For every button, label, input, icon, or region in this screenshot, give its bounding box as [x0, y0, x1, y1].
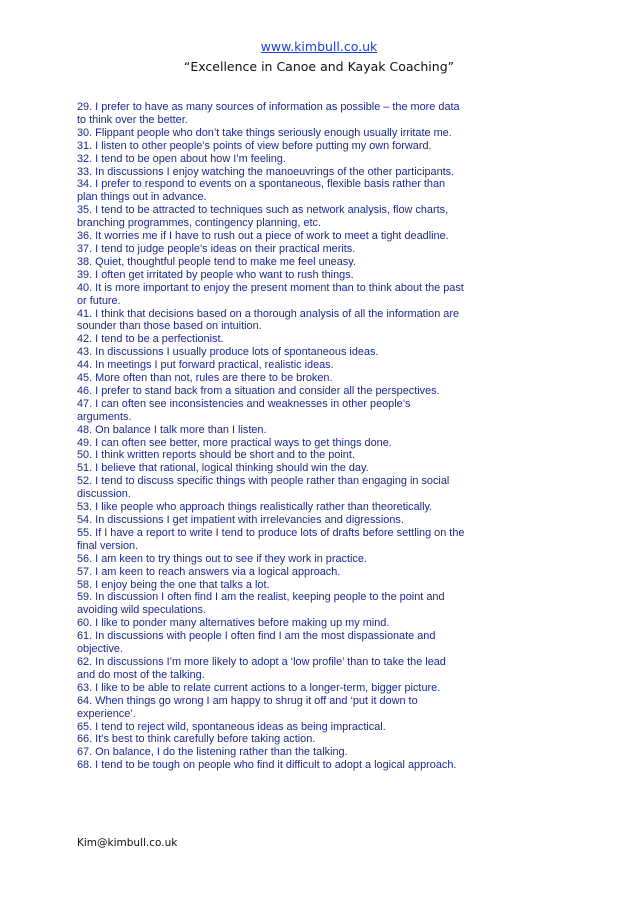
question-item-59: 59. In discussion I often find I am the realist, keeping people to the point and avoiding wild speculations. [77, 591, 445, 617]
question-item-54: 54. In discussions I get impatient with irrelevancies and digressions. [77, 514, 404, 526]
question-item-44: 44. In meetings I put forward practical, realistic ideas. [77, 359, 334, 372]
question-item-48: 48. On balance I talk more than I listen. [77, 423, 267, 436]
question-item-66: 66. It’s best to think carefully before taking action. [77, 733, 316, 746]
question-item-32: 32. I tend to be open about how I’m feeling. [77, 152, 286, 165]
question-item-40: 40. It is more important to enjoy the present moment than to think about the past or future. [77, 281, 464, 307]
question-item-36: 36. It worries me if I have to rush out a piece of work to meet a tight deadline. [77, 230, 449, 243]
question-item-31: 31. I listen to other people’s points of view before putting my own forward. [77, 139, 432, 152]
question-item-68: 68. I tend to be tough on people who find it difficult to adopt a logical approach. [77, 759, 457, 772]
header-subtitle: “Excellence in Canoe and Kayak Coaching” [183, 59, 455, 74]
question-item-42: 42. I tend to be a perfectionist. [77, 333, 224, 346]
question-item-56: 56. I am keen to try things out to see if they work in practice. [77, 552, 367, 565]
question-item-29: 29. I prefer to have as many sources of information as possible – the more data to think over the better. [77, 101, 460, 126]
question-item-65: 65. I tend to reject wild, spontaneous ideas as being impractical. [77, 720, 386, 733]
question-item-41: 41. I think that decisions based on a thorough analysis of all the information are sounder than those based on intuition. [77, 307, 460, 333]
question-item-53: 53. I like people who approach things realistically rather than theoretically. [77, 501, 433, 514]
question-item-45: 45. More often than not, rules are there to be broken. [77, 372, 333, 385]
question-item-60: 60. I like to ponder many alternatives before making up my mind. [77, 617, 390, 630]
question-item-47: 47. I can often see inconsistencies and weaknesses in other people’s arguments. [77, 397, 411, 423]
website-link[interactable]: www.kimbull.co.uk [260, 39, 378, 54]
question-item-35: 35. I tend to be attracted to techniques such as network analysis, flow charts, branching programmes, contingency planning, etc. [77, 204, 449, 230]
question-item-62: 62. In discussions I’m more likely to adopt a ‘low profile’ than to take the lead and do most of the talking. [77, 655, 446, 681]
question-item-33: 33. In discussions I enjoy watching the manoeuvrings of the other participants. [77, 165, 455, 178]
question-item-49: 49. I can often see better, more practical ways to get things done. [77, 436, 392, 449]
question-item-39: 39. I often get irritated by people who want to rush things. [77, 268, 354, 281]
question-item-64: 64. When things go wrong I am happy to shrug it off and ‘put it down to experience’. [77, 694, 418, 720]
question-item-46: 46. I prefer to stand back from a situation and consider all the perspectives. [77, 384, 440, 397]
question-item-50: 50. I think written reports should be short and to the point. [77, 449, 355, 462]
questionnaire-list [77, 101, 467, 772]
question-item-67: 67. On balance, I do the listening rather than the talking. [77, 746, 348, 759]
question-item-38: 38. Quiet, thoughtful people tend to make me feel uneasy. [77, 255, 356, 268]
footer-email[interactable]: Kim@kimbull.co.uk [77, 837, 178, 849]
question-item-63: 63. I like to be able to relate current actions to a longer-term, bigger picture. [77, 681, 441, 694]
question-item-43: 43. In discussions I usually produce lots of spontaneous ideas. [77, 346, 379, 359]
page-footer [77, 837, 177, 849]
question-item-55: 55. If I have a report to write I tend to produce lots of drafts before settling on the final version. [77, 526, 465, 552]
question-item-30: 30. Flippant people who don’t take things seriously enough usually irritate me. [77, 126, 452, 139]
question-item-51: 51. I believe that rational, logical thinking should win the day. [77, 462, 369, 475]
question-item-52: 52. I tend to discuss specific things with people rather than engaging in social discussion. [77, 475, 450, 501]
question-item-58: 58. I enjoy being the one that talks a lot. [77, 578, 270, 591]
question-item-37: 37. I tend to judge people’s ideas on their practical merits. [77, 242, 356, 255]
question-item-61: 61. In discussions with people I often find I am the most dispassionate and objective. [77, 630, 436, 656]
question-item-34: 34. I prefer to respond to events on a spontaneous, flexible basis rather than plan things out in advance. [77, 178, 446, 204]
page-header [0, 38, 638, 76]
question-item-57: 57. I am keen to reach answers via a logical approach. [77, 565, 341, 578]
